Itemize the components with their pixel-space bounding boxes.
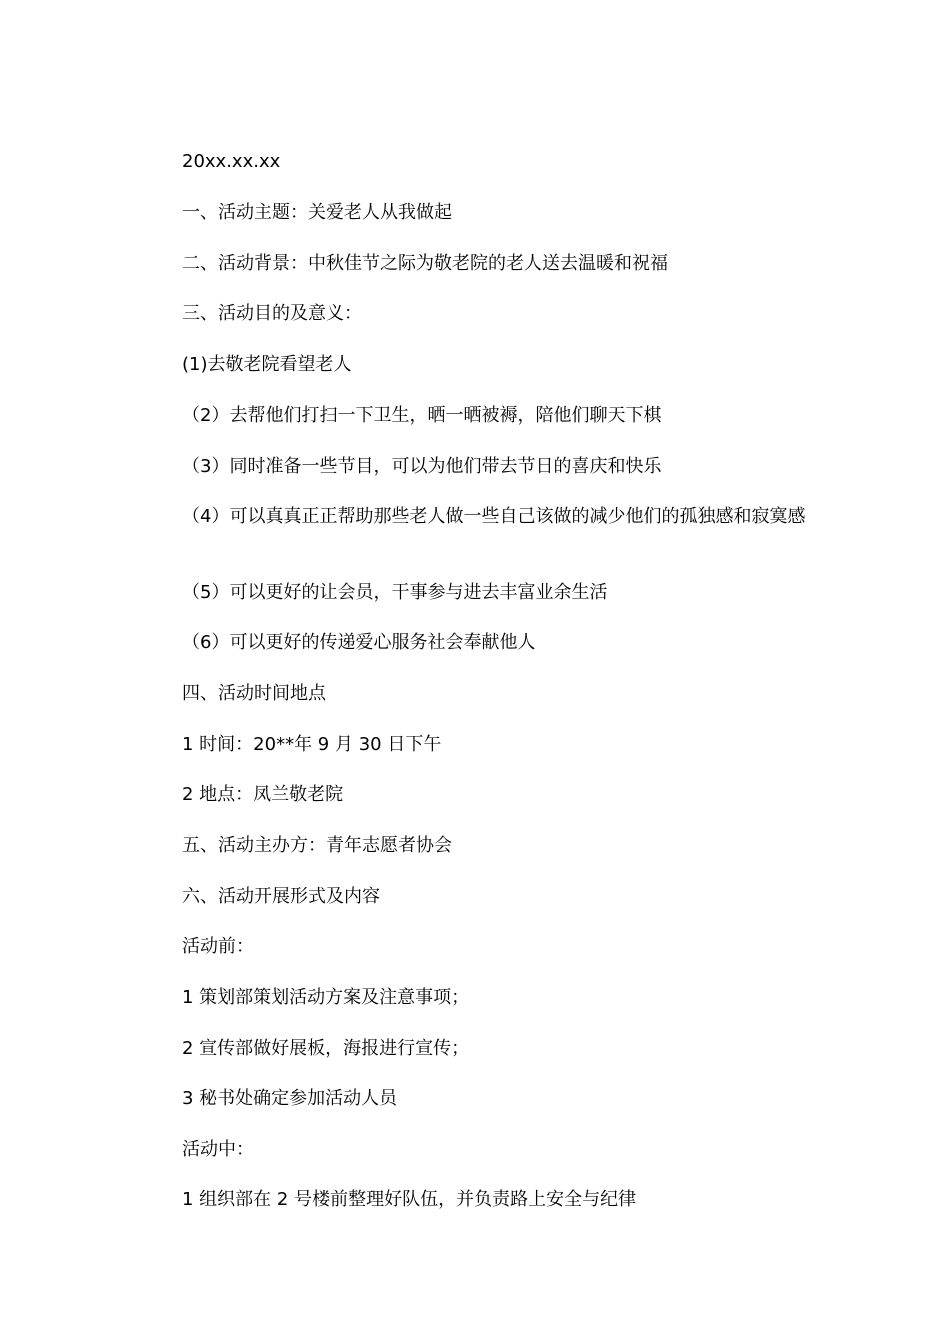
during-item-1: 1 组织部在 2 号楼前整理好队伍，并负责路上安全与纪律 bbox=[182, 1189, 637, 1210]
before-item-3: 3 秘书处确定参加活动人员 bbox=[182, 1088, 398, 1109]
document-date: 20xx.xx.xx bbox=[182, 151, 281, 172]
purpose-item-6: （6）可以更好的传递爱心服务社会奉献他人 bbox=[182, 632, 536, 653]
activity-time: 1 时间：20**年 9 月 30 日下午 bbox=[182, 734, 442, 755]
before-heading: 活动前： bbox=[182, 936, 254, 957]
purpose-item-2: （2）去帮他们打扫一下卫生，晒一晒被褥，陪他们聊天下棋 bbox=[182, 405, 662, 426]
purpose-item-3: （3）同时准备一些节目，可以为他们带去节日的喜庆和快乐 bbox=[182, 456, 662, 477]
activity-theme: 一、活动主题：关爱老人从我做起 bbox=[182, 202, 452, 223]
purpose-item-5: （5）可以更好的让会员，干事参与进去丰富业余生活 bbox=[182, 582, 608, 603]
activity-organizer: 五、活动主办方：青年志愿者协会 bbox=[182, 835, 452, 856]
purpose-heading: 三、活动目的及意义： bbox=[182, 303, 362, 324]
before-item-1: 1 策划部策划活动方案及注意事项； bbox=[182, 987, 470, 1008]
format-heading: 六、活动开展形式及内容 bbox=[182, 886, 380, 907]
activity-place: 2 地点：凤兰敬老院 bbox=[182, 784, 344, 805]
before-item-2: 2 宣传部做好展板，海报进行宣传； bbox=[182, 1038, 470, 1059]
purpose-item-1: (1)去敬老院看望老人 bbox=[182, 354, 352, 375]
activity-background: 二、活动背景：中秋佳节之际为敬老院的老人送去温暖和祝福 bbox=[182, 253, 668, 274]
purpose-item-4: （4）可以真真正正帮助那些老人做一些自己该做的减少他们的孤独感和寂寞感 bbox=[182, 506, 806, 527]
time-place-heading: 四、活动时间地点 bbox=[182, 683, 326, 704]
during-heading: 活动中： bbox=[182, 1139, 254, 1160]
